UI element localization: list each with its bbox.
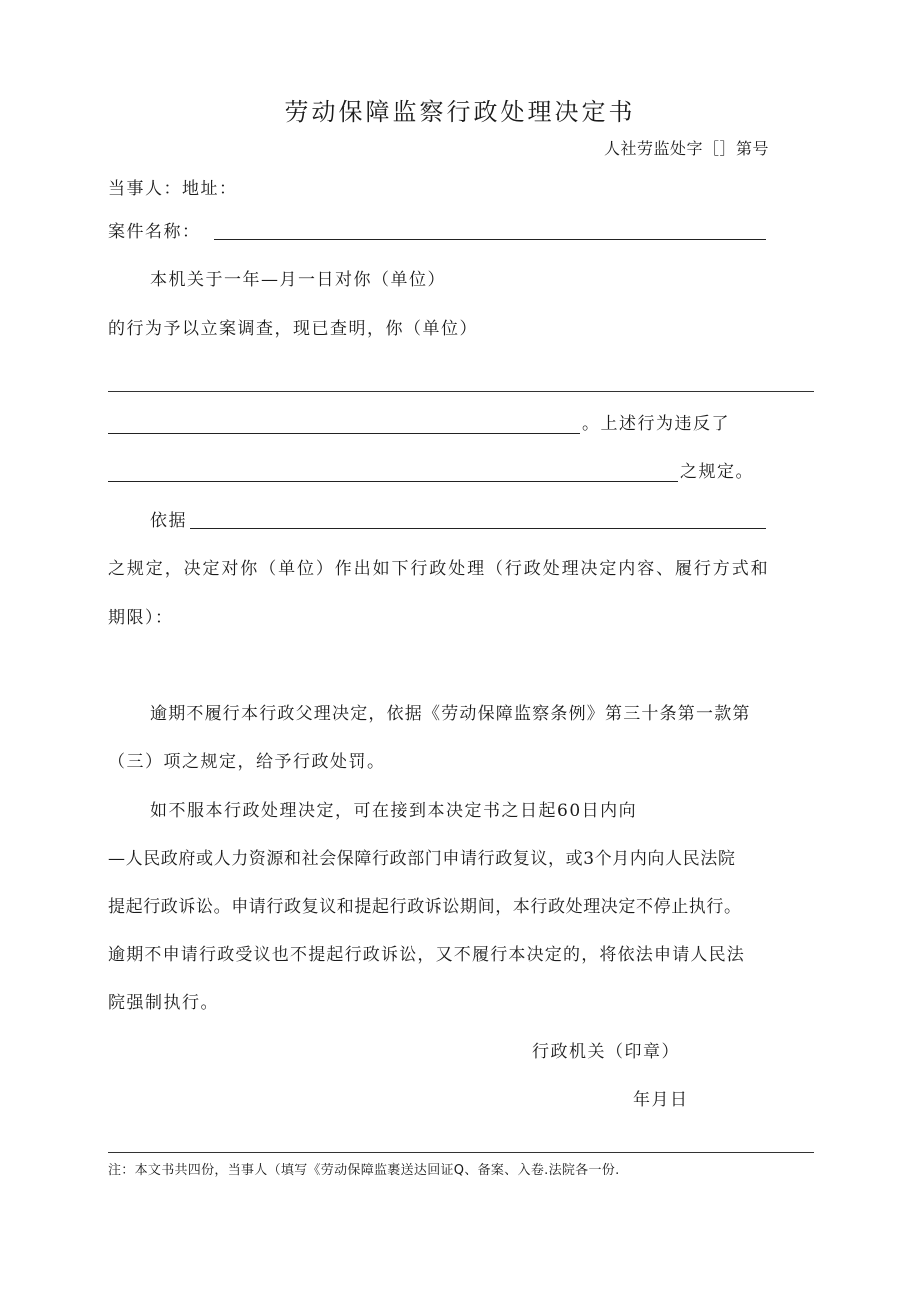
investigation-line-2: 的行为予以立案调查，现已查明，你（单位） — [108, 319, 478, 339]
violation-suffix: 。上述行为违反了 — [582, 414, 730, 434]
appeal-line-1: 如不服本行政处理决定，可在接到本决定书之日起60日内向 — [150, 801, 638, 821]
regulation-blank[interactable] — [108, 481, 678, 482]
basis-label: 依据 — [150, 511, 187, 531]
appeal-line-4: 逾期不申请行政受议也不提起行政诉讼，又不履行本决定的，将依法申请人民法 — [108, 945, 745, 965]
document-title: 劳动保障监察行政处理决定书 — [284, 98, 636, 126]
authority-seal: 行政机关（印章） — [532, 1042, 680, 1062]
party-address-label: 当事人：地址： — [108, 179, 238, 199]
footer-note: 注：本文书共四份，当事人（填写《劳动保障监裹送达回证Q、备案、入卷.法院各一份. — [108, 1163, 620, 1178]
appeal-line-5: 院强制执行。 — [108, 993, 219, 1013]
findings-blank-line[interactable] — [108, 391, 814, 392]
penalty-line-2: （三）项之规定，给予行政处罚。 — [108, 752, 386, 772]
decision-line-1: 之规定，决定对你（单位）作出如下行政处理（行政处理决定内容、履行方式和 — [108, 559, 770, 579]
document-number: 人社劳监处字［］第号 — [604, 139, 770, 158]
investigation-line-1: 本机关于一年—月一日对你（单位） — [150, 270, 446, 290]
case-name-label: 案件名称： — [108, 222, 201, 242]
regulation-suffix: 之规定。 — [680, 462, 754, 482]
findings-blank-line-2[interactable] — [108, 433, 580, 434]
signature-date: 年月日 — [633, 1090, 689, 1110]
footer-divider — [108, 1152, 814, 1153]
appeal-line-2: —人民政府或人力资源和社会保障行政部门申请行政复议，或3个月内向人民法院 — [108, 849, 736, 869]
case-name-blank[interactable] — [214, 239, 766, 240]
basis-blank[interactable] — [190, 528, 766, 529]
decision-line-2: 期限）： — [108, 608, 174, 628]
appeal-line-3: 提起行政诉讼。申请行政复议和提起行政诉讼期间，本行政处理决定不停止执行。 — [108, 897, 742, 917]
penalty-line-1: 逾期不履行本行政父理决定，依据《劳动保障监察条例》第三十条第一款第 — [150, 704, 751, 724]
